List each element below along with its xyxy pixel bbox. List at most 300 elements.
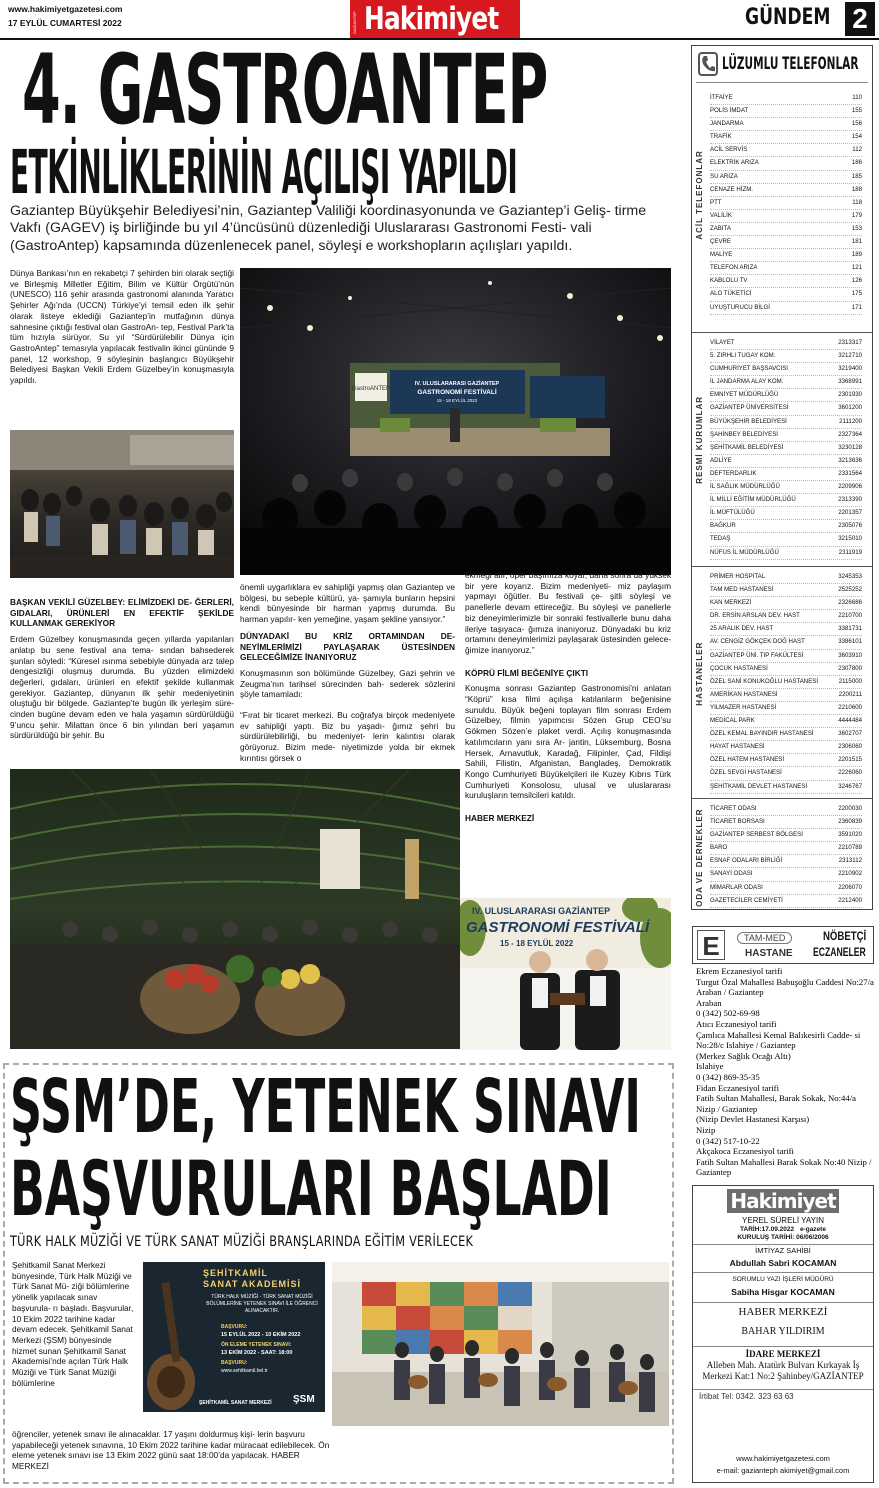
phone-row bbox=[710, 908, 862, 910]
phone-row bbox=[710, 118, 862, 131]
tent-photo bbox=[10, 769, 460, 1049]
phone-row bbox=[710, 650, 862, 663]
pharmacy-line: Fidan Eczanesiyol tarifi bbox=[696, 1082, 779, 1093]
phone-row bbox=[710, 157, 862, 170]
phone-row-number[interactable]: 2201357 bbox=[838, 509, 862, 517]
phone-row-number[interactable]: 2307800 bbox=[838, 664, 862, 672]
phone-row-name: GAZİANTEP SERBEST BÖLGESİ bbox=[710, 831, 803, 839]
phone-row-name: GAZETECİLER CEMİYETİ bbox=[710, 896, 783, 904]
phone-row bbox=[710, 623, 862, 636]
phone-row-number[interactable]: 2210700 bbox=[838, 612, 862, 620]
phone-row-name: TAM MED HASTANESİ bbox=[710, 586, 774, 594]
phone-row bbox=[710, 571, 862, 584]
phone-row bbox=[710, 507, 862, 520]
phone-row bbox=[710, 547, 862, 560]
phone-row-number[interactable]: 2111200 bbox=[839, 417, 862, 425]
article2-subhead: TÜRK HALK MÜZİĞİ VE TÜRK SANAT MÜZİĞİ BRANŞLARINDA EĞİTİM VERİLECEK bbox=[10, 1234, 474, 1250]
phone-row-number[interactable]: 2360839 bbox=[838, 818, 862, 826]
phone-row-name: 25 ARALIK DEV. HAST bbox=[710, 625, 774, 633]
phone-row-number[interactable]: 3246767 bbox=[838, 782, 862, 790]
pharmacy-list bbox=[696, 966, 874, 1178]
article2-headline1: ŞSM’DE, YETENEK SINAVI bbox=[10, 1064, 641, 1150]
imprint-editor: Sabiha Hisgar KOCAMAN bbox=[731, 1287, 835, 1297]
phone-row bbox=[710, 533, 862, 546]
phone-row-name: TRAFİK bbox=[710, 133, 732, 141]
pharmacy-line: 0 (342) 517-10-22 bbox=[696, 1135, 760, 1146]
phone-row-name: ADLİYE bbox=[710, 456, 732, 464]
phone-row bbox=[710, 429, 862, 442]
imprint-rule4 bbox=[693, 1346, 873, 1347]
imprint-founded: KURULUŞ TARİHİ: 06/06/2006 bbox=[737, 1234, 829, 1241]
phone-list bbox=[710, 571, 862, 794]
phone-row bbox=[710, 741, 862, 754]
phone-row-name: İL JANDARMA ALAY KOM. bbox=[710, 378, 784, 386]
phone-row bbox=[710, 855, 862, 868]
phone-row-number[interactable]: 2313112 bbox=[838, 857, 862, 865]
phone-row-name: TİCARET BORSASI bbox=[710, 818, 765, 826]
phone-row bbox=[710, 350, 862, 363]
phone-row-number[interactable]: 2226060 bbox=[838, 769, 862, 777]
phone-row-number[interactable]: 2305076 bbox=[838, 522, 862, 530]
phone-row-number[interactable]: 175 bbox=[851, 290, 862, 298]
phone-row-number[interactable]: 3368991 bbox=[838, 378, 862, 386]
phone-row-name: DR. ERSİN ARSLAN DEV. HAST bbox=[710, 612, 800, 620]
headline-deck: Gaziantep Büyükşehir Belediyesi’nin, Gaziantep Valiliği koordinasyonunda ve Gaziantep’i Geliş- tirme Vakfı (GAGEV) iş birliğinde bu yıl 4’üncüsünü düzenlediği Uluslararası Gastronomi Festi- vali (GastroAntep) kapsamında düzenlenecek panel, söyleşi e workshopların açılışları yapıldı. bbox=[10, 203, 647, 254]
section-title: GÜNDEM bbox=[745, 5, 831, 30]
phone-row-number[interactable]: 2525252 bbox=[838, 586, 862, 594]
imprint-office: Alleben Mah. Atatürk Bulvarı Kırkayak İş Merkezi Kat:1 No:2 Şahinbey/GAZİANTEP bbox=[702, 1360, 864, 1381]
phone-row bbox=[710, 275, 862, 288]
phone-row-name: ŞEHİTKAMİL BELEDİYESİ bbox=[710, 443, 784, 451]
pharmacy-title2: ECZANELER bbox=[813, 945, 866, 959]
phone-row-name: TEDAŞ bbox=[710, 535, 731, 543]
pharmacy-line: Çamlıca Mahallesi Kemal Balıkesirli Cadde- si No:28/c Islahiye / Gaziantep bbox=[696, 1029, 861, 1051]
phone-row-name: ESNAF ODALARI BİRLİĞİ bbox=[710, 857, 783, 865]
article1-subhead1: BAŞKAN VEKİLİ GÜZELBEY: ELİMİZDEKİ DE- ĞERLERİ, GIDALARI, ÜRÜNLERİ EN EFEKTİF ŞEKİLDE KULLANMAK GEREKİYOR bbox=[10, 597, 234, 629]
phone-row bbox=[710, 767, 862, 780]
phone-row-name: VALİLİK bbox=[710, 211, 732, 219]
phone-row-name: İL SAĞLIK MÜDÜRLÜĞÜ bbox=[710, 483, 780, 491]
phone-row bbox=[710, 728, 862, 741]
phone-row-name: BAĞKUR bbox=[710, 522, 736, 530]
imprint-web[interactable]: www.hakimiyetgazetesi.com bbox=[736, 1454, 830, 1463]
phone-row-number[interactable]: 3213636 bbox=[838, 456, 862, 464]
phones-title: LÜZUMLU TELEFONLAR bbox=[722, 54, 859, 74]
phone-row-number[interactable]: 3219400 bbox=[838, 365, 862, 373]
phone-row-number[interactable]: 2331564 bbox=[838, 469, 862, 477]
phone-row bbox=[710, 882, 862, 895]
pharmacy-sponsor1: TAM-MED bbox=[737, 932, 792, 944]
imprint-rule1 bbox=[693, 1244, 873, 1245]
article1-col3-p1: ekmeği alır, öper başımıza koyar, daha sonra da yüksek bir yere koyarız. Bizim medeniyeti- miz paylaşım yapmayı öğütler. Bu festivali çe- şitli söyleşi ve panellerle devam ettireceğiz. Bu söyleşi ve panellerle biz deneyimlerimizle bir sonraki festivallerle bunu daha ileriye taşıyaca- ğımıza inanıyoruz. Dünyadaki bu kriz ortamını deneyimlerimizi paylaşarak üstesinden gelece- ğimize inanıyoruz.” bbox=[465, 570, 671, 655]
phone-row-name: DEFTERDARLIK bbox=[710, 469, 757, 477]
article2-body-wide: öğrenciler, yetenek sınavı ile alınacaklar. 17 yaşını doldurmuş kişi- lerin başvuru yapabileceği yetenek sınavına, 10 Ekim 2022 tarihine kadar müracaat edilebilecek. Ön eleme yetenek sınavı ise 13 Ekim 2022 günü saat 18:00’da yapılacak. HABER MERKEZİ bbox=[12, 1429, 330, 1472]
phone-section bbox=[692, 566, 872, 790]
phone-row-name: NÜFUS İL MÜDÜRLÜĞÜ bbox=[710, 548, 779, 556]
phone-row bbox=[710, 210, 862, 223]
article2-body-narrow: Şehitkamil Sanat Merkezi bünyesinde, Türk Halk Müziği ve Türk Sanat Mü- ziği bölümlerine yönelik yapılacak sınav başvurula- rı başladı. Başvurular, 10 Ekim 2022 tarihine kadar devam edecek. Şehitkamil Sanat Merkezi (ŞSM) bünyesinde hizmet sunan Şehitkamil Sanat Akademisi’nde açılan Türk Halk Müziği ve Türk Sanat Müziği bölümlerine bbox=[12, 1260, 134, 1388]
imprint-owner-label: İMTİYAZ SAHİBİ bbox=[755, 1246, 811, 1255]
phone-row-number[interactable]: 3591020 bbox=[838, 831, 862, 839]
phone-row-number[interactable]: 2200030 bbox=[838, 805, 862, 812]
phone-row bbox=[710, 754, 862, 767]
phone-row bbox=[710, 288, 862, 301]
phone-row bbox=[710, 842, 862, 855]
poster-foot1: ŞEHİTKAMİL SANAT MERKEZİ bbox=[199, 1400, 272, 1406]
phone-row-name: PTT bbox=[710, 198, 722, 206]
phone-row-name: CENAZE HİZM. bbox=[710, 185, 753, 193]
phone-row-name: PRİMER HOSPİTAL bbox=[710, 573, 766, 580]
phone-row-number[interactable]: 3215010 bbox=[838, 535, 862, 543]
phone-row-number[interactable]: 2311919 bbox=[838, 548, 862, 556]
page-number: 2 bbox=[845, 2, 875, 36]
phone-icon bbox=[698, 52, 718, 76]
phone-row-number[interactable]: 2200211 bbox=[838, 690, 862, 698]
pharmacy-sponsor2: HASTANE bbox=[745, 948, 793, 959]
imprint-type: YEREL SÜRELİ YAYIN bbox=[742, 1216, 824, 1225]
phone-row-number[interactable]: 2212400 bbox=[838, 896, 862, 904]
phone-row-number[interactable]: 2210902 bbox=[838, 870, 862, 878]
audience-photo bbox=[10, 430, 234, 578]
phone-row-name: 5. ZIRHLI TUGAY KOM. bbox=[710, 352, 776, 360]
svg-text:15 - 18 EYLÜL 2022: 15 - 18 EYLÜL 2022 bbox=[500, 939, 574, 948]
phone-row-number[interactable]: 3230128 bbox=[838, 443, 862, 451]
audience-photo-graphic bbox=[10, 430, 234, 578]
pharmacy-line: 0 (342) 502-69-98 bbox=[696, 1008, 760, 1019]
phone-row-name: TİCARET ODASI bbox=[710, 805, 757, 812]
phone-row bbox=[710, 829, 862, 842]
phone-row-name: ŞEHİTKAMİL DEVLET HASTANESİ bbox=[710, 782, 808, 790]
stage-photo bbox=[240, 268, 671, 575]
imprint-office-label: İDARE MERKEZİ bbox=[745, 1349, 821, 1359]
phone-row bbox=[710, 337, 862, 350]
pharmacy-line: Akçakoca Eczanesiyol tarifi bbox=[696, 1146, 794, 1157]
logo-tag: GAZİANTEP bbox=[352, 11, 357, 34]
phone-row bbox=[710, 197, 862, 210]
phone-row-name: MİMARLAR ODASI bbox=[710, 883, 763, 891]
poster-b6: www.sehitkamil.bel.tr bbox=[221, 1368, 268, 1374]
phone-row bbox=[710, 363, 862, 376]
phone-row-name: ÖZEL KEMAL BAYINDIR HASTANESİ bbox=[710, 730, 814, 738]
poster-b4: 13 EKİM 2022 - SAAT: 18:00 bbox=[221, 1350, 293, 1356]
phone-row-number[interactable]: 2209906 bbox=[838, 483, 862, 491]
phone-row bbox=[710, 715, 862, 728]
phone-row-name: SU ARIZA bbox=[710, 172, 738, 180]
phone-row-number[interactable]: 118 bbox=[852, 198, 862, 206]
phone-row bbox=[710, 597, 862, 610]
phone-row-name: MALİYE bbox=[710, 251, 733, 259]
phone-row bbox=[710, 262, 862, 275]
phone-row-number[interactable]: 2306060 bbox=[838, 743, 862, 751]
phone-row-number[interactable]: 3381731 bbox=[838, 625, 862, 633]
stage-photo-graphic bbox=[240, 268, 671, 575]
pharmacy-line: Islahiye bbox=[696, 1061, 724, 1072]
phone-row-number[interactable]: 189 bbox=[851, 251, 862, 259]
phone-row-number[interactable]: 2301930 bbox=[838, 391, 862, 399]
phone-row-number[interactable]: 155 bbox=[851, 107, 862, 115]
phone-row-name: CUMHURİYET BAŞSAVCISI bbox=[710, 365, 788, 373]
svg-text:IV. ULUSLARARASI GAZİANTEP: IV. ULUSLARARASI GAZİANTEP bbox=[414, 381, 500, 387]
phone-row-name: SANAYİ ODASI bbox=[710, 870, 753, 878]
article1-col2-p1: Konuşmasının son bölümünde Güzelbey, Gazi şehrin ve Zeugma’nın tarihsel sürecinden bah- sederek sözlerini şöyle tamamladı: bbox=[240, 667, 455, 700]
svg-text:GastroANTEP: GastroANTEP bbox=[351, 386, 391, 392]
phone-row bbox=[710, 376, 862, 389]
phone-row-name: ÖZEL HATEM HASTANESİ bbox=[710, 756, 785, 764]
phone-section bbox=[692, 798, 872, 910]
article1-col2-p2: “Fırat bir ticaret merkezi. Bu coğrafya birçok medeniyete ev sahipliği yaptı. Biz bu yaşadı- ğımız şehri bu sürdürülebilirliği, bu medeniyet- lerin kalıntısı olarak görüyoruz. Bizim mede- niyetimizde yolda bir ekmek kırıntısı görsek o bbox=[240, 710, 455, 763]
phone-row-name: ELEKTRİK ARIZA bbox=[710, 159, 759, 167]
article2-headline2: BAŞVURULARI BAŞLADI bbox=[10, 1144, 612, 1233]
phone-row-name: ÖZEL SANİ KONUKOĞLU HASTANESİ bbox=[710, 677, 819, 685]
masthead-date: 17 EYLÜL CUMARTESİ 2022 bbox=[8, 18, 122, 28]
imprint-rule3 bbox=[693, 1302, 873, 1303]
tent-photo-graphic bbox=[10, 769, 460, 1049]
phone-row-name: ÖZEL SEVGİ HASTANESİ bbox=[710, 769, 782, 777]
music-class-photo bbox=[332, 1262, 669, 1426]
headline-line2: ETKİNLİKLERİNİN AÇILIŞI YAPILDI bbox=[10, 137, 518, 208]
phone-row-name: BARO bbox=[710, 844, 728, 852]
phone-row-name: KABLOLU TV bbox=[710, 277, 748, 285]
pharmacy-line: Turgut Özal Mahallesi Babuşoğlu Caddesi No:27/a Araban / Gaziantep bbox=[696, 976, 874, 998]
phone-row-number[interactable]: 3601200 bbox=[838, 404, 862, 412]
pharmacy-line: Fatih Sultan Mahallesi Barak Sokak No:40 Nizip / Gaziantep bbox=[696, 1156, 872, 1178]
phone-row-name: JANDARMA bbox=[710, 120, 744, 128]
phone-row bbox=[710, 520, 862, 533]
phone-row-number[interactable]: 181 bbox=[851, 238, 862, 246]
phone-row-name: TELEFON ARIZA bbox=[710, 264, 758, 272]
phone-row bbox=[710, 781, 862, 794]
phone-row-name: HAYAT HASTANESİ bbox=[710, 743, 765, 751]
imprint-date-label: TARİH:17.09.2022 bbox=[740, 1226, 795, 1233]
phone-row-number[interactable]: 2313390 bbox=[838, 496, 862, 504]
poster-b1: BAŞVURU: bbox=[221, 1324, 248, 1330]
phone-row-name: İL MİLLİ EĞİTİM MÜDÜRLÜĞÜ bbox=[710, 496, 796, 504]
phone-section bbox=[692, 332, 872, 556]
phone-row-number[interactable]: 185 bbox=[851, 172, 862, 180]
imprint-email[interactable]: e-mail: gazianteph akimiyet@gmail.com bbox=[716, 1466, 850, 1475]
poster-title2: SANAT AKADEMİSİ bbox=[203, 1279, 301, 1289]
poster-b5: BAŞVURU: bbox=[221, 1360, 248, 1366]
phone-row-number[interactable]: 2327364 bbox=[838, 430, 862, 438]
poster-b3: ÖN ELEME YETENEK SINAVI: bbox=[221, 1342, 292, 1348]
phone-row bbox=[710, 171, 862, 184]
phone-row-name: KAN MERKEZİ bbox=[710, 599, 752, 607]
imprint-owner: Abdullah Sabri KOCAMAN bbox=[729, 1258, 837, 1268]
phone-row-name: ÇOCUK HASTANESİ bbox=[710, 664, 768, 672]
article1-subhead2: DÜNYADAKİ BU KRİZ ORTAMINDAN DE- NEYİMLERİMİZİ PAYLAŞARAK ÜSTESİNDEN GELECEĞİMİZE İNANIYORUZ bbox=[240, 630, 455, 663]
pharmacy-line: Ekrem Eczanesiyol tarifi bbox=[696, 966, 783, 976]
phone-row bbox=[710, 481, 862, 494]
pharmacy-line: Araban bbox=[696, 997, 722, 1008]
phone-row-name: BÜYÜKŞEHİR BELEDİYESİ bbox=[710, 417, 787, 425]
phone-list bbox=[710, 337, 862, 560]
phone-row bbox=[710, 816, 862, 829]
pharmacy-line: Atıcı Eczanesiyol tarifi bbox=[696, 1018, 777, 1029]
phone-row-name: EMNİYET MÜDÜRLÜĞÜ bbox=[710, 391, 779, 399]
phone-row-number[interactable]: 188 bbox=[851, 185, 862, 193]
article1-col1-bottom bbox=[10, 597, 234, 767]
phone-row-number[interactable]: 156 bbox=[851, 120, 862, 128]
article1-col3-p2: Konuşma sonrası Gaziantep Gastronomisi’ni anlatan “Köprü” kısa filmi açılışa katılanların beğenisine sunuldu. Büyük beğeni toplayan film sonrası Erdem Güzelbey, filmin yapımcısı Sözen Grup CEO’su Gökmen Sözen’e plaket verdi. Açılış konuşmasında katılımcıların yanı sıra Ar- jantin, Lüksemburg, Bosna Hersek, Arnavutluk, Karadağ, Filipinler, Çad, Fildişi Sahili, Filistin, Afganistan, Bangladeş, Demokratik Kongo Cumhuriyeti Büyükelçileri ile Kuzey Kıbrıs Türk Cumhuriyeti Konsolosu, ulusal ve uluslararası kuruluşların temsilcileri katıldı. bbox=[465, 683, 671, 801]
phone-row bbox=[710, 636, 862, 649]
phone-row-number[interactable]: 2326686 bbox=[838, 599, 862, 607]
imprint-box bbox=[692, 1185, 874, 1483]
award-photo-graphic bbox=[460, 898, 671, 1050]
phone-row bbox=[710, 676, 862, 689]
phone-directory bbox=[691, 45, 873, 910]
phone-row bbox=[710, 584, 862, 597]
phone-row bbox=[710, 895, 862, 908]
phone-row-number[interactable]: 2313317 bbox=[838, 339, 862, 346]
phone-row-name: GAZİANTEP ÜNİVERSİTESİ bbox=[710, 404, 789, 412]
phone-row-name: ŞAHİNBEY BELEDİYESİ bbox=[710, 430, 778, 438]
phone-row bbox=[710, 702, 862, 715]
article1-subhead3: KÖPRÜ FİLMİ BEĞENİYE ÇIKTI bbox=[465, 667, 589, 678]
phone-row-name: GAZİANTEP ÜNİ. TIP FAKÜLTESİ bbox=[710, 651, 804, 659]
phone-row-name: UYUŞTURUCU BİLGİ bbox=[710, 303, 770, 311]
phone-row-name: ACİL SERVİS bbox=[710, 146, 748, 154]
poster-sub: TÜRK HALK MÜZİĞİ - TÜRK SANAT MÜZİĞİ BÖLÜMLERİNE YETENEK SINAVI İLE ÖĞRENCİ ALINACAKTIR. bbox=[206, 1294, 318, 1314]
phone-row-number[interactable]: 154 bbox=[851, 133, 862, 141]
phone-row bbox=[710, 610, 862, 623]
phone-row-number[interactable]: 3212710 bbox=[838, 352, 862, 360]
phone-row bbox=[710, 868, 862, 881]
pharmacy-box bbox=[692, 926, 874, 964]
article1-col2 bbox=[240, 582, 455, 772]
phone-row-name: VİLAYET bbox=[710, 339, 735, 346]
phone-row-name: ZABITA bbox=[710, 224, 731, 232]
phone-row-name: POLİS İMDAT bbox=[710, 107, 749, 115]
article1-byline: HABER MERKEZİ bbox=[465, 813, 535, 824]
phones-title-rule bbox=[696, 82, 868, 83]
svg-text:GASTRONOMİ FESTİVALİ: GASTRONOMİ FESTİVALİ bbox=[466, 919, 650, 936]
pharmacy-line: (Merkez Sağlık Ocağı Altı) bbox=[696, 1050, 791, 1061]
phone-row-number[interactable]: 3603910 bbox=[838, 651, 862, 659]
svg-text:15 - 18 EYLÜL 2022: 15 - 18 EYLÜL 2022 bbox=[436, 398, 478, 403]
phone-row-name: ALO TÜKETİCİ bbox=[710, 290, 752, 298]
phone-row bbox=[710, 663, 862, 676]
phone-row-number[interactable]: 110 bbox=[852, 94, 862, 101]
phone-section-label: HASTANELER bbox=[695, 641, 704, 706]
imprint-editor-label: SORUMLU YAZI İŞLERİ MÜDÜRÜ bbox=[732, 1276, 834, 1283]
phone-row bbox=[710, 803, 862, 816]
phone-row-number[interactable]: 153 bbox=[851, 224, 862, 232]
svg-text:GASTRONOMİ FESTİVALİ: GASTRONOMİ FESTİVALİ bbox=[417, 389, 497, 396]
headline-line1: 4. GASTROANTEP bbox=[22, 34, 548, 146]
phone-row-name: AMERİKAN HASTANESİ bbox=[710, 690, 778, 698]
phone-row bbox=[710, 249, 862, 262]
phone-row-number[interactable]: 3386101 bbox=[838, 638, 862, 646]
phone-row-number[interactable]: 126 bbox=[851, 277, 862, 285]
phone-row-number[interactable] bbox=[838, 908, 862, 910]
phone-row-number[interactable]: 186 bbox=[851, 159, 862, 167]
phone-row-name: MEDİCAL PARK bbox=[710, 717, 755, 725]
imprint-date bbox=[693, 1226, 873, 1233]
imprint-logo: Hakimiyet bbox=[727, 1189, 839, 1213]
phone-row bbox=[710, 402, 862, 415]
pharmacy-e-logo: E bbox=[697, 930, 725, 960]
phone-row bbox=[710, 144, 862, 157]
svg-text:IV. ULUSLARARASI GAZİANTEP: IV. ULUSLARARASI GAZİANTEP bbox=[472, 906, 611, 916]
imprint-news-label: HABER MERKEZİ bbox=[738, 1306, 828, 1318]
phone-row bbox=[710, 494, 862, 507]
phone-row bbox=[710, 223, 862, 236]
phone-row-number[interactable]: 3245353 bbox=[838, 573, 862, 580]
phone-row-name: YILMAZER HASTANESİ bbox=[710, 703, 777, 711]
phone-row-number[interactable]: 4444484 bbox=[838, 717, 862, 725]
phone-row bbox=[710, 236, 862, 249]
pharmacy-title1: NÖBETÇİ bbox=[823, 929, 867, 943]
phone-row-name bbox=[710, 908, 807, 910]
phone-row bbox=[710, 105, 862, 118]
poster-b2: 15 EYLÜL 2022 - 10 EKİM 2022 bbox=[221, 1332, 301, 1338]
academy-poster bbox=[143, 1262, 325, 1412]
phone-row-number[interactable]: 179 bbox=[851, 211, 862, 219]
masthead-logo bbox=[350, 0, 520, 38]
pharmacy-line: Fatih Sultan Mahallesi, Barak Sokak, No:44/a Nizip / Gaziantep bbox=[696, 1093, 856, 1114]
pharmacy-line: 0 (342) 869-35-35 bbox=[696, 1071, 760, 1082]
article1-col3 bbox=[465, 570, 671, 892]
phone-section bbox=[692, 88, 872, 311]
pharmacy-line: Nizip bbox=[696, 1124, 716, 1135]
article1-col2-top: önemli uygarlıklara ev sahipliği yapmış olan Gaziantep ve bölgesi, bu sebeple kültürü, ya- şamıyla bunların hepsini kendi bünyesinde bir harman yapmış durumda. Bu harman yapılır- ken yemeğine, yaşam şekline yansıyor.” bbox=[240, 582, 455, 625]
imprint-phone: İrtibat Tel: 0342. 323 63 63 bbox=[699, 1392, 794, 1401]
phone-list bbox=[710, 803, 862, 910]
phone-row-number[interactable]: 171 bbox=[851, 303, 862, 311]
imprint-rule5 bbox=[693, 1389, 873, 1390]
music-class-photo-graphic bbox=[332, 1262, 669, 1426]
phone-row-number[interactable]: 2210789 bbox=[838, 844, 862, 852]
imprint-news: BAHAR YILDIRIM bbox=[741, 1326, 825, 1337]
phone-row bbox=[710, 416, 862, 429]
phone-row-number[interactable]: 112 bbox=[852, 146, 862, 154]
phone-row bbox=[710, 455, 862, 468]
phone-row-number[interactable]: 121 bbox=[851, 264, 862, 272]
logo-text: Hakimiyet bbox=[364, 1, 499, 37]
article1-col1-body: Erdem Güzelbey konuşmasında geçen yıllarda yapılanları anlatıp bu sene festival ana tema- sından bahsederek şunları söyledi: “Küresel ısınma sebebiyle dünyada arz talep dengesizliği oluşmuş durumda. Bu yüzden elimizdeki değerleri, gıdaları, ürünleri en efektif şekilde kullanmak gerekiyor. Gaziantep, dünyanın ilk şehir medeniyetinin oluştuğu bir bölgede. Gaziantep’te bugün ilk yerleşim süre- cinden bugüne devam eden ve hala yaşamın sürdürüldüğü 9’uncu şehir. Milattan önce 6 bin yılından beri yaşamın sürdürüldüğü bir şehir. Bu bbox=[10, 634, 234, 741]
phone-section-label: ACİL TELEFONLAR bbox=[695, 150, 704, 240]
phone-row-name: ÇEVRE bbox=[710, 238, 731, 246]
phone-row-number[interactable]: 2115000 bbox=[838, 677, 862, 685]
phone-row bbox=[710, 389, 862, 402]
phone-section-label: ODA VE DERNEKLER bbox=[695, 808, 704, 907]
phone-row-number[interactable]: 2210600 bbox=[838, 703, 862, 711]
poster-foot2: ŞSM bbox=[293, 1394, 315, 1405]
phone-row bbox=[710, 92, 862, 105]
phone-row bbox=[710, 184, 862, 197]
masthead-url[interactable]: www.hakimiyetgazetesi.com bbox=[8, 4, 123, 14]
phone-row bbox=[710, 689, 862, 702]
phone-row-number[interactable]: 2201515 bbox=[838, 756, 862, 764]
award-photo bbox=[460, 898, 671, 1050]
phone-row bbox=[710, 302, 862, 315]
phone-row-number[interactable]: 3602707 bbox=[838, 730, 862, 738]
phone-section-label: RESMİ KURUMLAR bbox=[695, 395, 704, 484]
phone-list bbox=[710, 92, 862, 315]
phone-row-name: İL MÜFTÜLÜĞÜ bbox=[710, 509, 755, 517]
phone-row-number[interactable]: 2206070 bbox=[838, 883, 862, 891]
pharmacy-line: (Nizip Devlet Hastanesi Karşısı) bbox=[696, 1114, 810, 1125]
phone-row bbox=[710, 131, 862, 144]
phone-row bbox=[710, 442, 862, 455]
imprint-edition: e-gazete bbox=[799, 1226, 826, 1233]
article1-col1-top: Dünya Bankası’nın en rekabetçi 7 şehirden biri olarak seçtiği ve Birleşmiş Milletler Eğitim, Bilim ve Kültür Örgütü’nün (UNESCO) 116 şehir arasında gastronomi alanında Yaratıcı Şehirler Ağı’nda (UCCN) Türkiye’yi temsil eden ilk şehir olarak listeye eklediği Gaziantep’in mutfağının dünya sahnesine çıktığı festival olan GastroAn- tep, Festival Park’ta tüm hızıyla sürüyor. Su yıl “Sürdürülebilir Dünya için GastroAntep” temasıyla yapılacak festivalin ikinci gününde 9 panel, 12 workshop, 9 söyleşinin başlangıcı Büyükşehir Belediyesi Başkan Vekili Erdem Güzelbey’in konuşmasıyla yapıldı. bbox=[10, 268, 234, 386]
poster-title1: ŞEHİTKAMİL bbox=[203, 1268, 268, 1278]
phone-row-name: İTFAİYE bbox=[710, 94, 733, 101]
phone-row-name: AV. CENGİZ GÖKÇEK DOĞ HAST bbox=[710, 638, 805, 646]
imprint-rule2 bbox=[693, 1272, 873, 1273]
phone-row bbox=[710, 468, 862, 481]
